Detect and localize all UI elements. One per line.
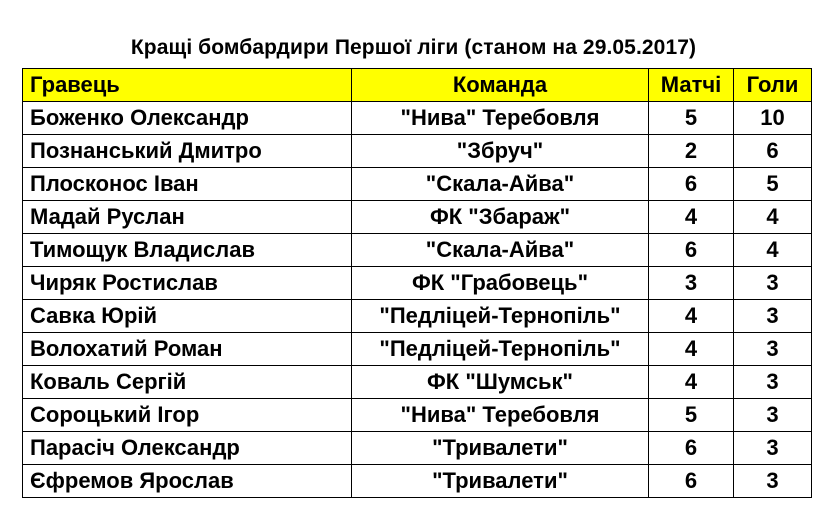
cell-goals: 6 <box>734 135 812 168</box>
header-matches: Матчі <box>649 69 734 102</box>
cell-player: Боженко Олександр <box>23 102 352 135</box>
cell-goals: 3 <box>734 399 812 432</box>
cell-goals: 4 <box>734 234 812 267</box>
cell-matches: 6 <box>649 465 734 498</box>
cell-matches: 5 <box>649 102 734 135</box>
cell-goals: 10 <box>734 102 812 135</box>
table-row <box>23 168 812 201</box>
top-scorers-table <box>22 68 812 498</box>
cell-matches: 4 <box>649 201 734 234</box>
cell-goals: 3 <box>734 366 812 399</box>
cell-player: Тимощук Владислав <box>23 234 352 267</box>
cell-team: "Скала-Айва" <box>352 168 649 201</box>
cell-goals: 3 <box>734 432 812 465</box>
cell-player: Савка Юрій <box>23 300 352 333</box>
table-row <box>23 300 812 333</box>
cell-matches: 4 <box>649 333 734 366</box>
cell-team: "Педліцей-Тернопіль" <box>352 300 649 333</box>
table-row <box>23 333 812 366</box>
cell-team: "Тривалети" <box>352 432 649 465</box>
cell-matches: 6 <box>649 234 734 267</box>
table-row <box>23 135 812 168</box>
table-row <box>23 399 812 432</box>
cell-team: "Нива" Теребовля <box>352 399 649 432</box>
table-row <box>23 366 812 399</box>
table-row <box>23 201 812 234</box>
cell-matches: 4 <box>649 366 734 399</box>
table-header-row <box>23 69 812 102</box>
cell-goals: 4 <box>734 201 812 234</box>
cell-goals: 3 <box>734 465 812 498</box>
cell-player: Парасіч Олександр <box>23 432 352 465</box>
cell-matches: 6 <box>649 168 734 201</box>
cell-team: "Збруч" <box>352 135 649 168</box>
cell-goals: 3 <box>734 300 812 333</box>
cell-player: Волохатий Роман <box>23 333 352 366</box>
cell-team: "Нива" Теребовля <box>352 102 649 135</box>
cell-player: Коваль Сергій <box>23 366 352 399</box>
cell-matches: 2 <box>649 135 734 168</box>
cell-goals: 5 <box>734 168 812 201</box>
cell-goals: 3 <box>734 333 812 366</box>
cell-player: Єфремов Ярослав <box>23 465 352 498</box>
cell-team: "Скала-Айва" <box>352 234 649 267</box>
table-row <box>23 102 812 135</box>
cell-player: Плосконос Іван <box>23 168 352 201</box>
cell-team: ФК "Грабовець" <box>352 267 649 300</box>
table-body <box>23 102 812 498</box>
cell-player: Мадай Руслан <box>23 201 352 234</box>
cell-player: Чиряк Ростислав <box>23 267 352 300</box>
cell-matches: 6 <box>649 432 734 465</box>
cell-matches: 4 <box>649 300 734 333</box>
cell-player: Познанський Дмитро <box>23 135 352 168</box>
cell-team: "Тривалети" <box>352 465 649 498</box>
table-row <box>23 432 812 465</box>
table-row <box>23 234 812 267</box>
cell-goals: 3 <box>734 267 812 300</box>
cell-team: ФК "Шумськ" <box>352 366 649 399</box>
table-row <box>23 267 812 300</box>
table-row <box>23 465 812 498</box>
header-player: Гравець <box>23 69 352 102</box>
cell-team: ФК "Збараж" <box>352 201 649 234</box>
cell-player: Сороцький Ігор <box>23 399 352 432</box>
table-title: Кращі бомбардири Першої ліги (станом на 29.05.2017) <box>130 36 697 59</box>
header-goals: Голи <box>734 69 812 102</box>
cell-team: "Педліцей-Тернопіль" <box>352 333 649 366</box>
header-team: Команда <box>352 69 649 102</box>
cell-matches: 5 <box>649 399 734 432</box>
cell-matches: 3 <box>649 267 734 300</box>
